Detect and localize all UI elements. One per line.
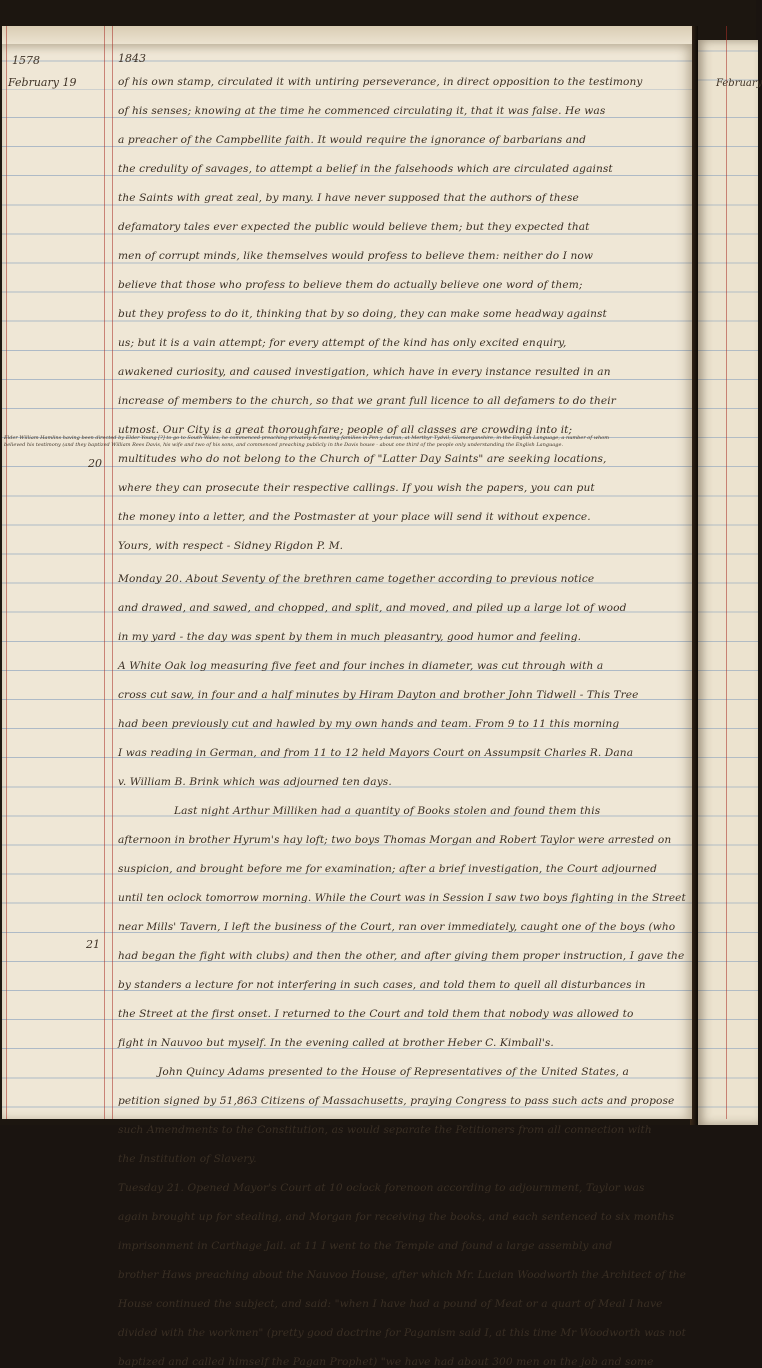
text-line: afternoon in brother Hyrum's hay loft; two boys Thomas Morgan and Robert Taylor were arrested on [118, 834, 672, 846]
text-line: again brought up for stealing, and Morgan for receiving the books, and each sentenced to six months [118, 1211, 675, 1223]
text-line: believe that those who profess to believe them do actually believe one word of them; [118, 279, 583, 291]
text-line: near Mills' Tavern, I left the business of the Court, ran over immediately, caught one of the boys (who [118, 921, 676, 933]
margin-note-line-2: believed his testimony (and they baptized William Rees Davis, his wife and two of his sons, and commenced preaching publicly in the Davis house - about one third of the people only understanding the English Language. [4, 442, 564, 448]
text-line: had been previously cut and hawled by my own hands and team. From 9 to 11 this morning [118, 718, 620, 730]
text-line: I was reading in German, and from 11 to 12 held Mayors Court on Assumpsit Charles R. Dana [118, 747, 634, 759]
text-line: Tuesday 21. Opened Mayor's Court at 10 oclock forenoon according to adjournment, Taylor was [118, 1182, 645, 1194]
page-number: 1578 [12, 54, 40, 67]
text-line: in my yard - the day was spent by them in much pleasantry, good humor and feeling. [118, 631, 582, 643]
text-line: defamatory tales ever expected the public would believe them; but they expected that [118, 221, 590, 233]
text-line: but they profess to do it, thinking that by so doing, they can make some headway against [118, 308, 607, 320]
side-margin-rule [726, 26, 727, 1119]
text-line: multitudes who do not belong to the Church of "Latter Day Saints" are seeking locations, [118, 453, 607, 465]
text-line: utmost. Our City is a great thoroughfare; people of all classes are crowding into it; [118, 424, 573, 436]
text-line: the money into a letter, and the Postmaster at your place will send it without expence. [118, 511, 591, 523]
margin-note-line-1: Elder William Hamlins having been directed by Elder Young [?] to go to South Wales, he commenced preaching privately & meeting families in Pen y darran, at Merthyr Tydvil, Glamorganshire, in the English Language, a number of whom [4, 435, 609, 441]
text-line: the Institution of Slavery. [118, 1153, 257, 1165]
text-line: cross cut saw, in four and a half minutes by Hiram Dayton and brother John Tidwell - This Tree [118, 689, 639, 701]
text-line: baptized and called himself the Pagan Prophet) "we have had about 300 men on the job and some [118, 1356, 654, 1368]
text-line: v. William B. Brink which was adjourned ten days. [118, 776, 392, 788]
text-line: and drawed, and sawed, and chopped, and split, and moved, and piled up a large lot of wood [118, 602, 627, 614]
text-line: had began the fight with clubs) and then the other, and after giving them proper instruction, I gave the [118, 950, 685, 962]
text-line: by standers a lecture for not interfering in such cases, and told them to quell all disturbances in [118, 979, 646, 991]
text-line: Last night Arthur Milliken had a quantity of Books stolen and found them this [174, 805, 601, 817]
text-line: divided with the workmen" (pretty good doctrine for Paganism said I, at this time Mr Woodworth was not [118, 1327, 686, 1339]
margin-rule-text [112, 26, 113, 1119]
margin-rule-left [6, 26, 7, 1119]
year-heading: 1843 [118, 52, 146, 65]
text-line: fight in Nauvoo but myself. In the evening called at brother Heber C. Kimball's. [118, 1037, 554, 1049]
text-line: the Street at the first onset. I returned to the Court and told them that nobody was allowed to [118, 1008, 634, 1020]
text-line: us; but it is a vain attempt; for every attempt of the kind has only excited enquiry, [118, 337, 567, 349]
text-line: where they can prosecute their respective callings. If you wish the papers, you can put [118, 482, 595, 494]
text-line: Yours, with respect - Sidney Rigdon P. M. [118, 540, 344, 552]
text-line: awakened curiosity, and caused investigation, which have in every instance resulted in an [118, 366, 611, 378]
margin-date-21: 21 [86, 938, 100, 951]
text-line: men of corrupt minds, like themselves would profess to believe them: neither do I now [118, 250, 594, 262]
text-line: the credulity of savages, to attempt a belief in the falsehoods which are circulated against [118, 163, 613, 175]
text-line: until ten oclock tomorrow morning. While the Court was in Session I saw two boys fighting in the Street [118, 892, 686, 904]
margin-date-20: 20 [88, 457, 102, 470]
text-line: petition signed by 51,863 Citizens of Massachusetts, praying Congress to pass such acts and propose [118, 1095, 675, 1107]
text-line: Monday 20. About Seventy of the brethren came together according to previous notice [118, 573, 595, 585]
text-line: the Saints with great zeal, by many. I have never supposed that the authors of these [118, 192, 579, 204]
text-line: such Amendments to the Constitution, as would separate the Petitioners from all connection with [118, 1124, 652, 1136]
text-line: imprisonment in Carthage Jail. at 11 I went to the Temple and found a large assembly and [118, 1240, 613, 1252]
text-line: of his own stamp, circulated it with untiring perseverance, in direct opposition to the testimony [118, 76, 643, 88]
text-line: John Quincy Adams presented to the House of Representatives of the United States, a [158, 1066, 629, 1078]
text-line: a preacher of the Campbellite faith. It would require the ignorance of barbarians and [118, 134, 586, 146]
text-line: of his senses; knowing at the time he commenced circulating it, that it was false. He was [118, 105, 606, 117]
text-line: increase of members to the church, so that we grant full licence to all defamers to do their [118, 395, 616, 407]
text-line: A White Oak log measuring five feet and four inches in diameter, was cut through with a [118, 660, 604, 672]
side-page-month: February [716, 78, 762, 89]
margin-rule-date [104, 26, 105, 1119]
text-line: suspicion, and brought before me for examination; after a brief investigation, the Court adjourned [118, 863, 657, 875]
margin-date-february: February 19 [8, 76, 77, 89]
text-line: House continued the subject, and said: "when I have had a pound of Meat or a quart of Meal I have [118, 1298, 663, 1310]
adjacent-page [696, 40, 758, 1125]
text-line: brother Haws preaching about the Nauvoo House, after which Mr. Lucian Woodworth the Architect of the [118, 1269, 686, 1281]
